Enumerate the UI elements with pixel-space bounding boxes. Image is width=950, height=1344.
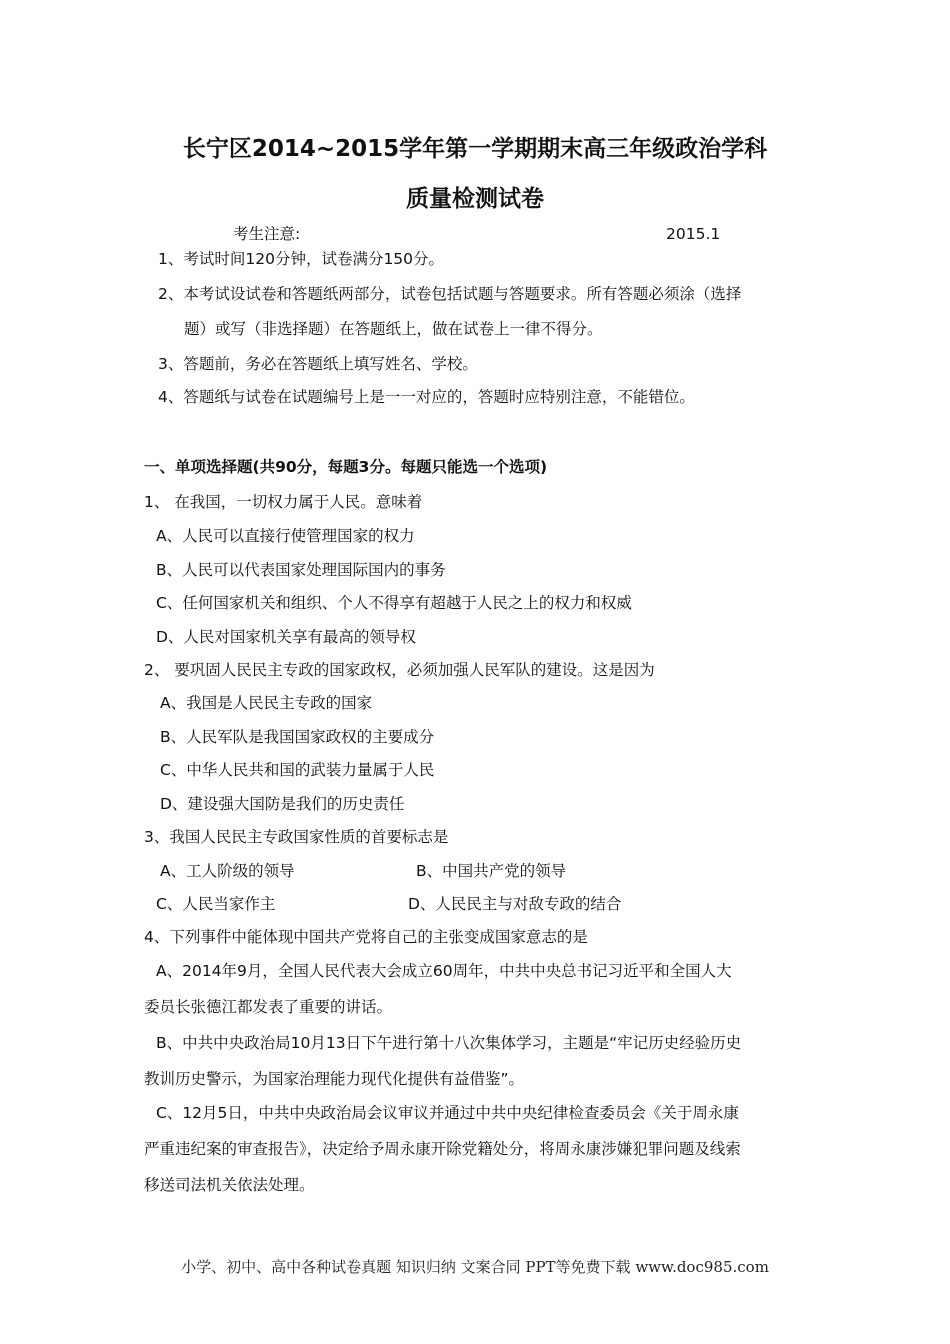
footer-text: 小学、初中、高中各种试卷真题 知识归纳 文案合同 PPT等免费下载 www.doc985.com xyxy=(181,1258,769,1276)
exam-title-line2: 质量检测试卷 xyxy=(406,186,544,212)
notice-item-4: 4、答题纸与试卷在试题编号上是一一对应的，答题时应特别注意，不能错位。 xyxy=(158,388,695,406)
notice-item-3: 3、答题前，务必在答题纸上填写姓名、学校。 xyxy=(158,355,478,373)
question-1-option-b: B、人民可以代表国家处理国际国内的事务 xyxy=(156,561,446,579)
question-3-option-a: A、工人阶级的领导 xyxy=(160,862,295,880)
notice-item-2-cont: 题）或写（非选择题）在答题纸上，做在试卷上一律不得分。 xyxy=(184,320,603,338)
exam-date: 2015.1 xyxy=(666,225,721,243)
question-4-option-a-cont: 委员长张德江都发表了重要的讲话。 xyxy=(144,998,393,1016)
question-2-option-d: D、建设强大国防是我们的历史责任 xyxy=(160,795,405,813)
question-2-option-a: A、我国是人民民主专政的国家 xyxy=(160,694,373,712)
exam-title-line1: 长宁区2014~2015学年第一学期期末高三年级政治学科 xyxy=(182,136,768,162)
question-2-option-c: C、中华人民共和国的武装力量属于人民 xyxy=(160,761,435,779)
notice-label: 考生注意: xyxy=(233,225,301,243)
section-heading: 一、单项选择题(共90分，每题3分。每题只能选一个选项) xyxy=(144,458,548,476)
question-4-option-c-cont: 严重违纪案的审查报告》，决定给予周永康开除党籍处分，将周永康涉嫌犯罪问题及线索 xyxy=(144,1140,741,1158)
question-3-option-c: C、人民当家作主 xyxy=(156,895,276,913)
question-4-stem: 4、下列事件中能体现中国共产党将自己的主张变成国家意志的是 xyxy=(144,928,588,946)
question-3-option-b: B、中国共产党的领导 xyxy=(416,862,567,880)
notice-item-1: 1、考试时间120分钟，试卷满分150分。 xyxy=(158,250,445,268)
question-1-option-a: A、人民可以直接行使管理国家的权力 xyxy=(156,527,415,545)
notice-item-2: 2、本考试设试卷和答题纸两部分，试卷包括试题与答题要求。所有答题必须涂（选择 xyxy=(158,285,742,303)
question-1-option-d: D、人民对国家机关享有最高的领导权 xyxy=(156,628,416,646)
question-3-option-d: D、人民民主与对敌专政的结合 xyxy=(408,895,622,913)
question-3-stem: 3、我国人民民主专政国家性质的首要标志是 xyxy=(144,828,449,846)
question-4-option-b: B、中共中央政治局10月13日下午进行第十八次集体学习，主题是“牢记历史经验历史 xyxy=(156,1034,742,1052)
question-2-option-b: B、人民军队是我国国家政权的主要成分 xyxy=(160,728,435,746)
question-4-option-c-cont2: 移送司法机关依法处理。 xyxy=(144,1176,315,1194)
question-1-stem: 1、 在我国，一切权力属于人民。意味着 xyxy=(144,493,423,511)
question-4-option-b-cont: 教训历史警示，为国家治理能力现代化提供有益借鉴”。 xyxy=(144,1070,525,1088)
question-4-option-a: A、2014年9月，全国人民代表大会成立60周年，中共中央总书记习近平和全国人大 xyxy=(156,962,732,980)
question-4-option-c: C、12月5日，中共中央政治局会议审议并通过中共中央纪律检查委员会《关于周永康 xyxy=(156,1104,739,1122)
question-2-stem: 2、 要巩固人民民主专政的国家政权，必须加强人民军队的建设。这是因为 xyxy=(144,661,655,679)
question-1-option-c: C、任何国家机关和组织、个人不得享有超越于人民之上的权力和权威 xyxy=(156,594,632,612)
